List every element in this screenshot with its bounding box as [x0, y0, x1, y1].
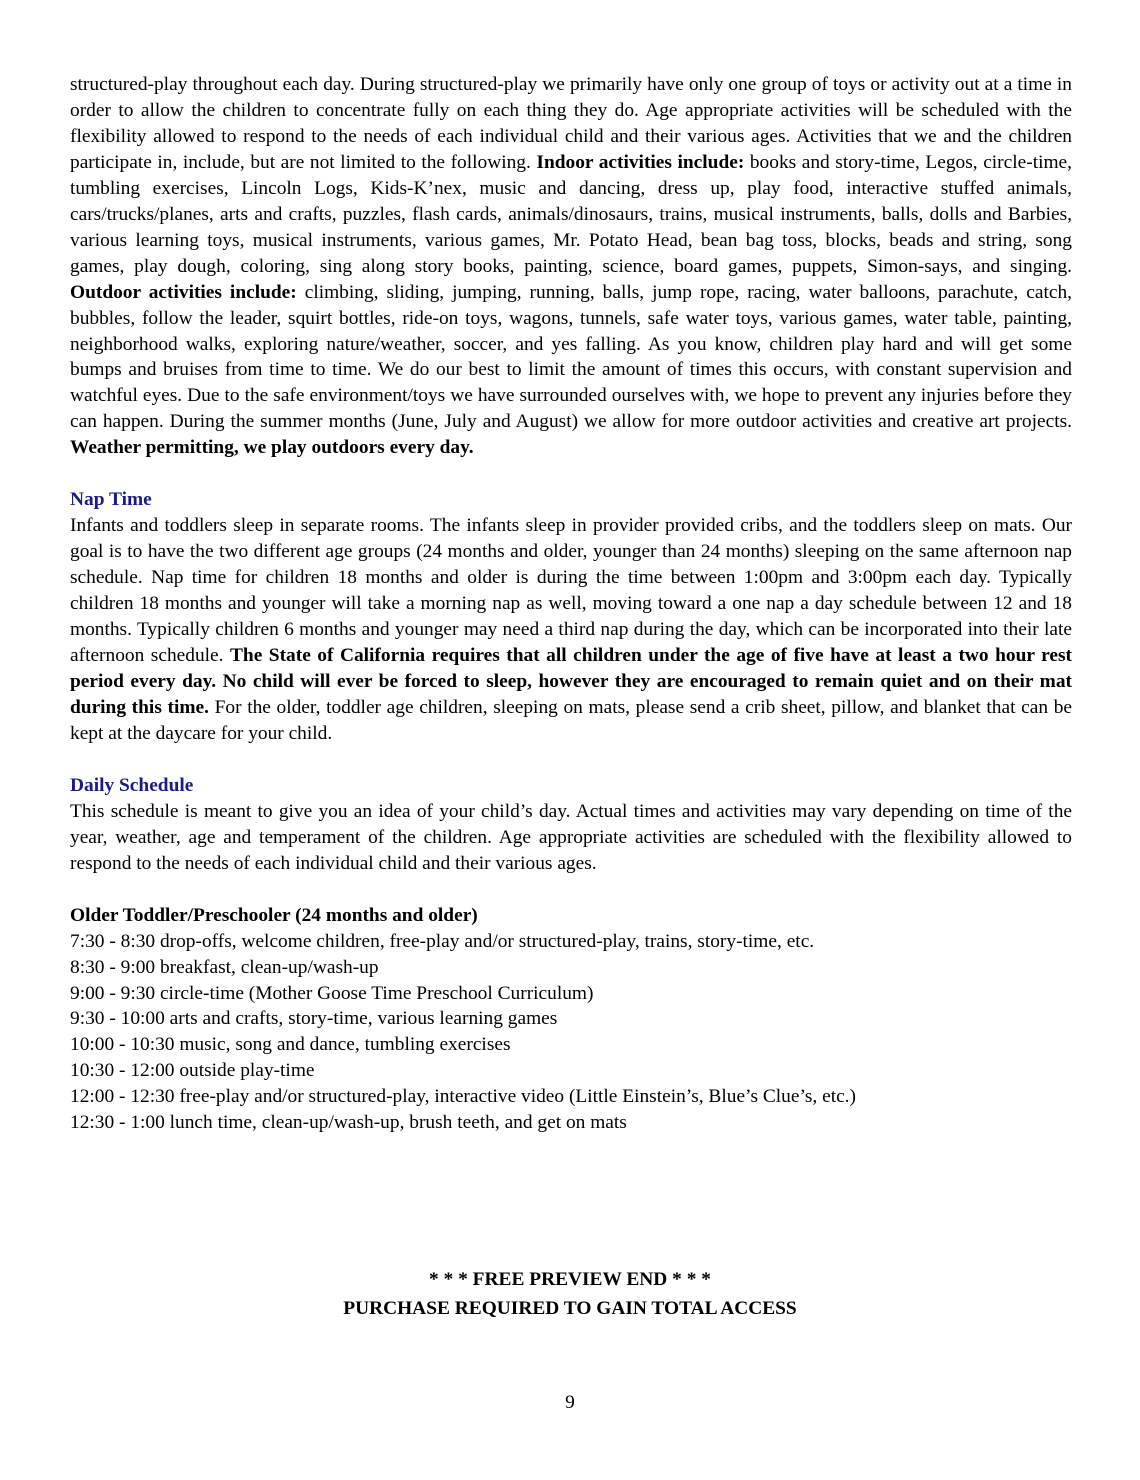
daily-schedule-paragraph: This schedule is meant to give you an idea of your child’s day. Actual times and activities may vary depending on time of the year, weather, age and temperament of the children. Age appropriate activities are scheduled with the flexibility allowed to respond to the needs of each individual child and their various ages. — [70, 800, 1072, 874]
section-spacer — [70, 747, 1072, 773]
indoor-activities-label: Indoor activities include: — [536, 151, 745, 173]
schedule-item: 10:00 - 10:30 music, song and dance, tumbling exercises — [70, 1034, 511, 1056]
activities-paragraph — [70, 72, 1072, 461]
california-rest-requirement: The State of California requires that all children under the age of five have at least a two hour rest period every day. No child will ever be forced to sleep, however they are encouraged to remain quiet and on their mat during this time. — [70, 645, 1072, 718]
nap-time-paragraph — [70, 513, 1072, 747]
purchase-required-notice: PURCHASE REQUIRED TO GAIN TOTAL ACCESS — [343, 1298, 797, 1319]
section-spacer — [70, 461, 1072, 487]
free-preview-end-notice: * * * FREE PREVIEW END * * * — [429, 1269, 711, 1290]
schedule-item: 12:00 - 12:30 free-play and/or structured-play, interactive video (Little Einstein’s, Blue’s Clue’s, etc.) — [70, 1086, 856, 1108]
older-toddler-heading: Older Toddler/Preschooler (24 months and older) — [70, 904, 478, 926]
document-body — [70, 72, 1072, 1136]
page-number: 9 — [565, 1392, 575, 1413]
schedule-item: 10:30 - 12:00 outside play-time — [70, 1060, 315, 1082]
schedule-item: 8:30 - 9:00 breakfast, clean-up/wash-up — [70, 956, 379, 978]
outdoor-activities-text: climbing, sliding, jumping, running, balls, jump rope, racing, water balloons, parachute, catch, bubbles, follow the leader, squirt bottles, ride-on toys, wagons, tunnels, safe water toys, various games, water table, painting, neighborhood walks, exploring nature/weather, soccer, and yes falling. As you know, children play hard and will get some bumps and bruises from time to time. We do our best to limit the amount of times this occurs, with constant supervision and watchful eyes. Due to the safe environment/toys we have surrounded ourselves with, we hope to prevent any injuries before they can happen. During the summer months (June, July and August) we allow for more outdoor activities and creative art projects. — [70, 281, 1072, 433]
schedule-item: 9:30 - 10:00 arts and crafts, story-time, various learning games — [70, 1008, 558, 1030]
activities-intro-text: structured-play throughout each day. During structured-play we primarily have only one group of toys or activity out at a time in order to allow the children to concentrate fully on each thing they do. Age appropriate activities will be scheduled with the flexibility allowed to respond to the needs of each individual child and their various ages. Activities that we and the children participate in, include, but are not limited to the following. — [70, 74, 1072, 173]
outdoor-activities-label: Outdoor activities include: — [70, 281, 297, 303]
schedule-item: 12:30 - 1:00 lunch time, clean-up/wash-up, brush teeth, and get on mats — [70, 1112, 627, 1134]
schedule-item: 9:00 - 9:30 circle-time (Mother Goose Time Preschool Curriculum) — [70, 982, 594, 1004]
nap-time-text: Infants and toddlers sleep in separate rooms. The infants sleep in provider provided cribs, and the toddlers sleep on mats. Our goal is to have the two different age groups (24 months and older, younger than 24 months) sleeping on the same afternoon nap schedule. Nap time for children 18 months and older is during the time between 1:00pm and 3:00pm each day. Typically children 18 months and younger will take a morning nap as well, moving toward a one nap a day schedule between 12 and 18 months. Typically children 6 months and younger may need a third nap during the day, which can be incorporated into their late afternoon schedule. — [70, 515, 1072, 667]
nap-time-supplies-text: For the older, toddler age children, sleeping on mats, please send a crib sheet, pillow, and blanket that can be kept at the daycare for your child. — [70, 696, 1072, 744]
section-spacer — [70, 877, 1072, 903]
schedule-list — [70, 929, 1072, 1137]
daily-schedule-heading: Daily Schedule — [70, 774, 194, 796]
weather-statement: Weather permitting, we play outdoors every day. — [70, 437, 474, 459]
schedule-item: 7:30 - 8:30 drop-offs, welcome children, free-play and/or structured-play, trains, story-time, etc. — [70, 930, 815, 952]
indoor-activities-text: books and story-time, Legos, circle-time, tumbling exercises, Lincoln Logs, Kids-K’nex, music and dancing, dress up, play food, interactive stuffed animals, cars/trucks/planes, arts and crafts, puzzles, flash cards, animals/dinosaurs, trains, musical instruments, balls, dolls and Barbies, various learning toys, musical instruments, various games, Mr. Potato Head, bean bag toss, blocks, beads and string, song games, play dough, coloring, sing along story books, painting, science, board games, puppets, Simon-says, and singing. — [70, 151, 1073, 277]
nap-time-heading: Nap Time — [70, 489, 152, 511]
